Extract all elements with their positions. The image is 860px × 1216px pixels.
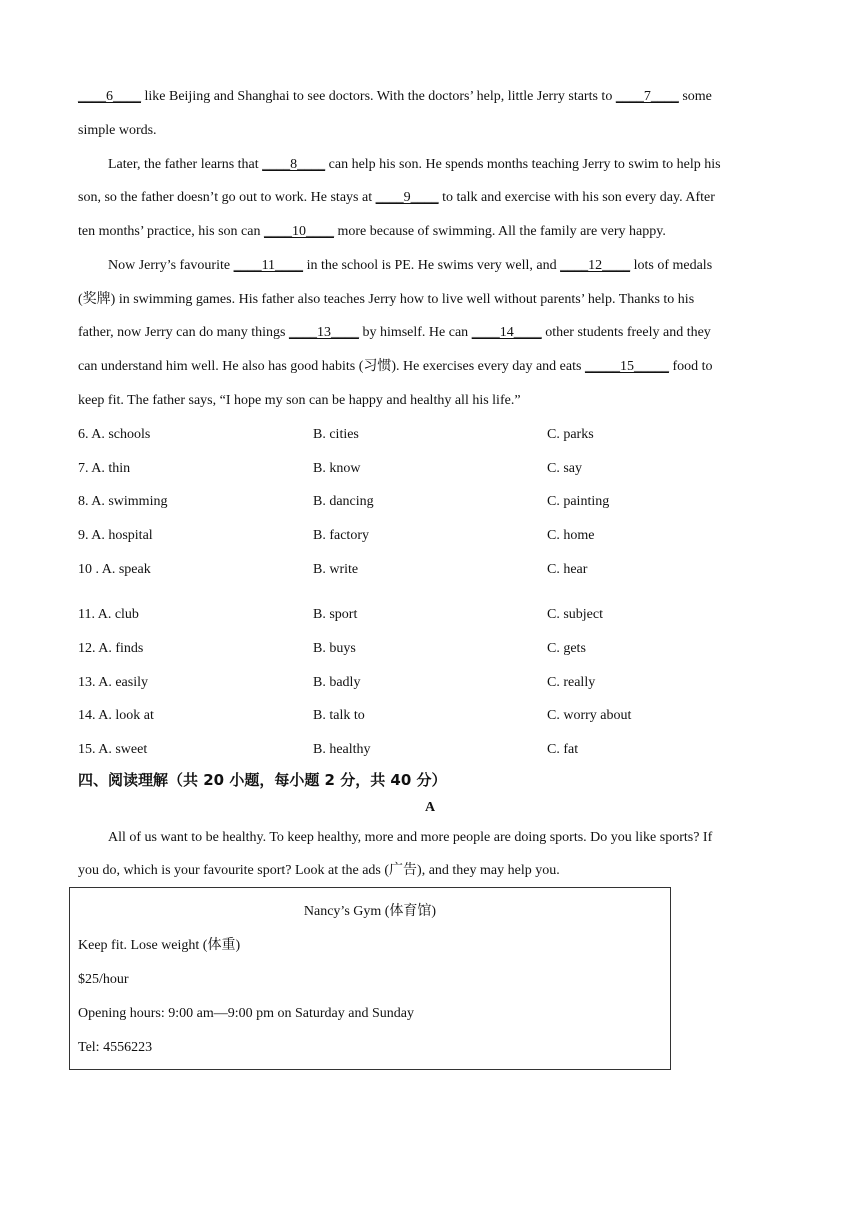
- question-12-option-a: 12. A. finds: [78, 641, 144, 656]
- passage-text: son, so the father doesn’t go out to work. He stays at: [78, 190, 376, 205]
- question-12-option-c: C. gets: [547, 641, 586, 656]
- passage-line-5: [78, 222, 666, 242]
- passage-text: in the school is PE. He swims very well, and: [303, 258, 561, 273]
- question-11-option-c: C. subject: [547, 607, 603, 622]
- ad-line-2: $25/hour: [78, 972, 129, 987]
- question-7-option-c: C. say: [547, 461, 582, 476]
- passage-text: some: [678, 89, 712, 104]
- blank-8: ____8____: [262, 157, 326, 172]
- question-6-option-a: 6. A. schools: [78, 427, 151, 442]
- passage-text: food to: [668, 359, 713, 374]
- blank-11: ____11____: [233, 258, 304, 273]
- question-6-option-b: B. cities: [313, 427, 359, 442]
- question-12-option-b: B. buys: [313, 641, 356, 656]
- section-heading: 四、阅读理解（共 20 小题，每小题 2 分，共 40 分）: [78, 771, 447, 789]
- passage-text: keep fit. The father says, “I hope my son can be happy and healthy all his life.”: [78, 393, 521, 408]
- question-9-option-a: 9. A. hospital: [78, 528, 153, 543]
- passage-text: lots of medals: [630, 258, 713, 273]
- ad-line-4: Tel: 4556223: [78, 1040, 153, 1055]
- ad-title: Nancy’s Gym (体育馆): [303, 904, 437, 919]
- question-14-option-b: B. talk to: [313, 708, 365, 723]
- question-15-option-c: C. fat: [547, 742, 579, 757]
- question-15-option-a: 15. A. sweet: [78, 742, 148, 757]
- question-9-option-c: C. home: [547, 528, 595, 543]
- question-9-option-b: B. factory: [313, 528, 369, 543]
- passage-line-6: [108, 256, 712, 276]
- question-13-option-c: C. really: [547, 675, 596, 690]
- passage-line-8: [78, 323, 711, 343]
- question-10-option-a: 10 . A. speak: [78, 562, 151, 577]
- question-7-option-a: 7. A. thin: [78, 461, 131, 476]
- blank-9: ____9____: [375, 190, 439, 205]
- blank-15: _____15_____: [584, 359, 669, 374]
- passage-text: to talk and exercise with his son every day. After: [438, 190, 715, 205]
- question-13-option-a: 13. A. easily: [78, 675, 148, 690]
- blank-12: ____12____: [560, 258, 631, 273]
- intro-line-1: All of us want to be healthy. To keep healthy, more and more people are doing sports. Do you like sports? If: [108, 830, 713, 845]
- passage-line-1: [78, 87, 712, 107]
- part-title: A: [424, 800, 436, 815]
- passage-text: can understand him well. He also has good habits (习惯). He exercises every day and eats: [78, 359, 585, 374]
- ad-box-nancys-gym: [69, 887, 671, 1070]
- passage-line-10: [78, 391, 521, 411]
- passage-text: father, now Jerry can do many things: [78, 325, 289, 340]
- question-11-option-b: B. sport: [313, 607, 358, 622]
- question-10-option-b: B. write: [313, 562, 359, 577]
- passage-text: simple words.: [78, 123, 157, 138]
- passage-text: ten months’ practice, his son can: [78, 224, 264, 239]
- passage-line-3: [108, 155, 721, 175]
- question-14-option-a: 14. A. look at: [78, 708, 154, 723]
- ad-line-1: Keep fit. Lose weight (体重): [78, 938, 241, 953]
- passage-text: by himself. He can: [358, 325, 472, 340]
- passage-text: can help his son. He spends months teaching Jerry to swim to help his: [325, 157, 721, 172]
- question-7-option-b: B. know: [313, 461, 361, 476]
- question-8-option-c: C. painting: [547, 494, 610, 509]
- passage-text: like Beijing and Shanghai to see doctors. With the doctors’ help, little Jerry starts to: [141, 89, 616, 104]
- question-6-option-c: C. parks: [547, 427, 594, 442]
- passage-text: other students freely and they: [541, 325, 711, 340]
- blank-14: ____14____: [471, 325, 542, 340]
- blank-13: ____13____: [288, 325, 359, 340]
- blank-7: ____7____: [615, 89, 679, 104]
- blank-10: ____10____: [263, 224, 334, 239]
- passage-line-7: [78, 290, 694, 310]
- intro-line-2: you do, which is your favourite sport? Look at the ads (广告), and they may help you.: [78, 863, 560, 878]
- question-10-option-c: C. hear: [547, 562, 588, 577]
- question-8-option-a: 8. A. swimming: [78, 494, 168, 509]
- passage-text: (奖牌) in swimming games. His father also teaches Jerry how to live well without parents’ help. Thanks to his: [78, 292, 695, 307]
- blank-6: ____6____: [78, 89, 141, 104]
- question-13-option-b: B. badly: [313, 675, 361, 690]
- passage-text: more because of swimming. All the family are very happy.: [333, 224, 666, 239]
- passage-text: Now Jerry’s favourite: [108, 258, 234, 273]
- passage-line-2: [78, 121, 157, 141]
- passage-text: Later, the father learns that: [108, 157, 263, 172]
- ad-line-3: Opening hours: 9:00 am—9:00 pm on Saturday and Sunday: [78, 1006, 414, 1021]
- passage-line-4: [78, 188, 715, 208]
- question-8-option-b: B. dancing: [313, 494, 374, 509]
- passage-line-9: [78, 357, 713, 377]
- question-15-option-b: B. healthy: [313, 742, 371, 757]
- question-14-option-c: C. worry about: [547, 708, 632, 723]
- question-11-option-a: 11. A. club: [78, 607, 139, 622]
